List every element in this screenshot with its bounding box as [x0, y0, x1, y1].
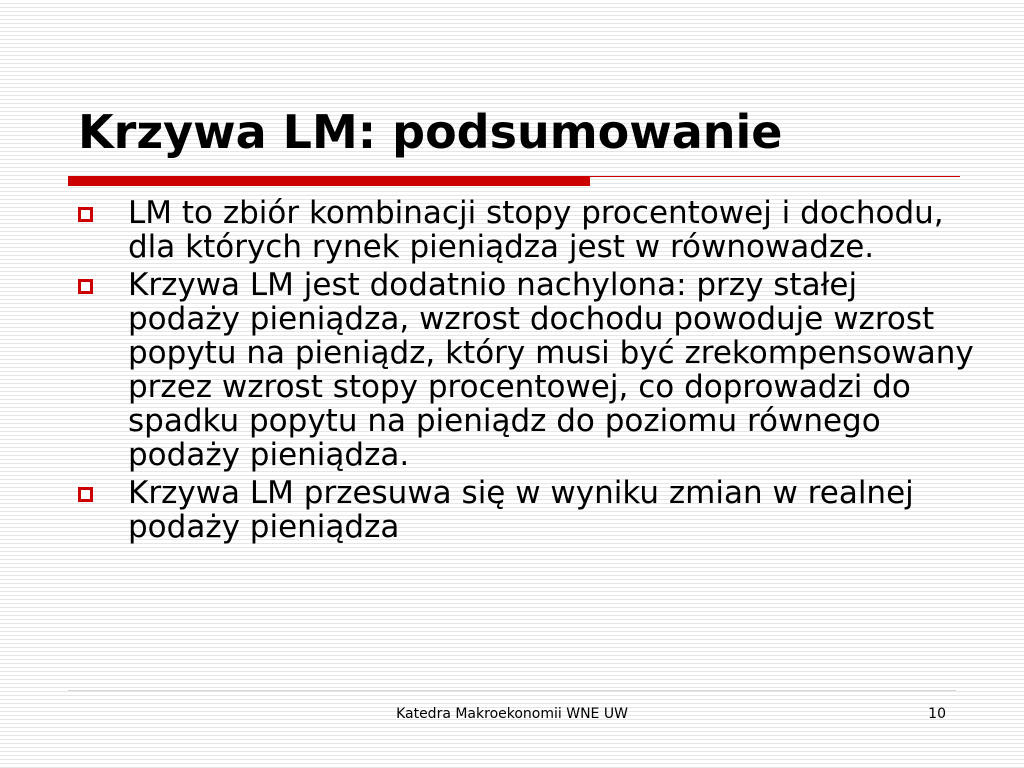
bullet-text: Krzywa LM przesuwa się w wyniku zmian w realnej podaży pieniądza — [128, 475, 914, 545]
title-underline-thin — [590, 176, 960, 177]
hollow-square-icon — [78, 487, 93, 502]
page-number: 10 — [928, 706, 946, 722]
bullet-item — [76, 476, 976, 544]
title-underline-thick — [68, 176, 590, 186]
slide-title: Krzywa LM: podsumowanie — [78, 105, 783, 159]
hollow-square-icon — [78, 279, 93, 294]
bullet-text: Krzywa LM jest dodatnio nachylona: przy stałej podaży pieniądza, wzrost dochodu powoduje wzrost popytu na pieniądz, który musi być zrekompensowany przez wzrost stopy procentowej, co doprowadzi do spadku popytu na pieniądz do poziomu równego podaży pieniądza. — [128, 267, 974, 473]
footer-divider — [68, 690, 956, 691]
bullet-item — [76, 268, 976, 472]
bullet-list — [76, 196, 976, 548]
bullet-text: LM to zbiór kombinacji stopy procentowej i dochodu, dla których rynek pieniądza jest w równowadze. — [128, 195, 944, 265]
footer-text: Katedra Makroekonomii WNE UW — [396, 706, 628, 722]
hollow-square-icon — [78, 207, 93, 222]
bullet-item — [76, 196, 976, 264]
